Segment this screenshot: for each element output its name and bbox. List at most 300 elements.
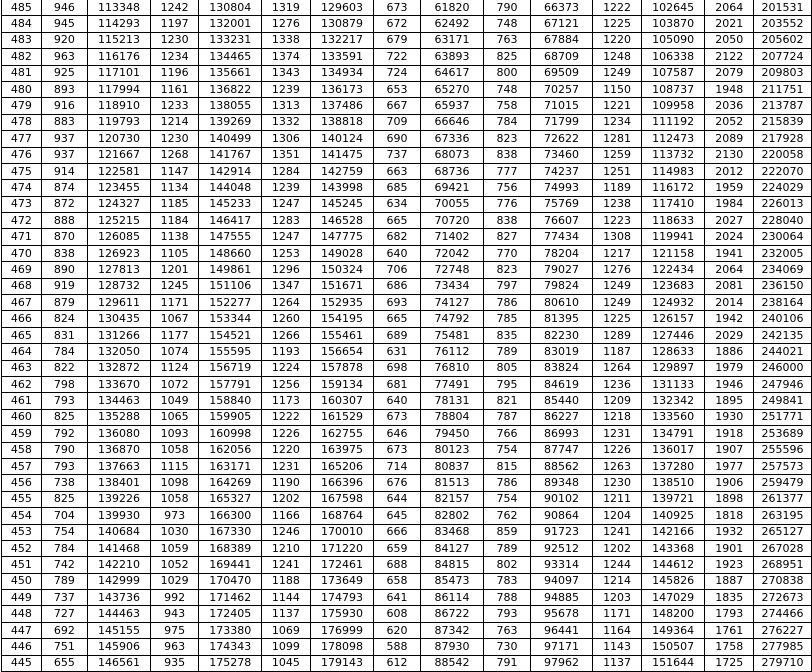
table-cell: 1188 <box>262 573 311 589</box>
table-cell: 920 <box>41 32 88 48</box>
table-cell: 132050 <box>88 344 151 360</box>
table-cell: 1210 <box>262 540 311 556</box>
table-cell: 71015 <box>530 98 592 114</box>
table-cell: 2064 <box>705 0 754 16</box>
table-cell: 84815 <box>420 557 483 573</box>
table-cell: 1887 <box>705 573 754 589</box>
table-cell: 937 <box>41 131 88 147</box>
table-cell: 86722 <box>420 606 483 622</box>
row-score-cell: 483 <box>2 32 42 48</box>
table-cell: 2021 <box>705 16 754 32</box>
table-cell: 80610 <box>530 295 592 311</box>
row-score-cell: 475 <box>2 163 42 179</box>
table-cell: 727 <box>41 606 88 622</box>
table-cell: 644 <box>374 491 421 507</box>
table-cell: 824 <box>41 311 88 327</box>
table-cell: 134934 <box>310 65 374 81</box>
table-cell: 640 <box>374 245 421 261</box>
table-row <box>2 327 812 343</box>
table-cell: 140684 <box>88 524 151 540</box>
table-cell: 84619 <box>530 376 592 392</box>
table-cell: 748 <box>484 81 531 97</box>
table-cell: 152277 <box>199 295 262 311</box>
table-cell: 140499 <box>199 131 262 147</box>
table-cell: 1984 <box>705 196 754 212</box>
table-cell: 172405 <box>199 606 262 622</box>
row-score-cell: 455 <box>2 491 42 507</box>
table-cell: 224029 <box>754 180 812 196</box>
table-row <box>2 376 812 392</box>
table-cell: 1223 <box>593 213 642 229</box>
table-cell: 109958 <box>641 98 705 114</box>
table-cell: 83824 <box>530 360 592 376</box>
table-cell: 776 <box>484 196 531 212</box>
table-cell: 1221 <box>593 98 642 114</box>
table-cell: 65270 <box>420 81 483 97</box>
table-cell: 163975 <box>310 442 374 458</box>
table-cell: 1895 <box>705 393 754 409</box>
table-cell: 123683 <box>641 278 705 294</box>
table-row <box>2 49 812 65</box>
table-cell: 935 <box>150 655 199 671</box>
table-cell: 160998 <box>199 426 262 442</box>
table-cell: 126085 <box>88 229 151 245</box>
table-cell: 1260 <box>262 311 311 327</box>
table-cell: 663 <box>374 163 421 179</box>
table-cell: 92512 <box>530 540 592 556</box>
table-cell: 730 <box>484 639 531 655</box>
table-cell: 1263 <box>593 458 642 474</box>
table-cell: 1932 <box>705 524 754 540</box>
table-cell: 114293 <box>88 16 151 32</box>
row-score-cell: 468 <box>2 278 42 294</box>
table-cell: 690 <box>374 131 421 147</box>
table-cell: 153344 <box>199 311 262 327</box>
table-cell: 72748 <box>420 262 483 278</box>
table-cell: 2036 <box>705 98 754 114</box>
row-score-cell: 469 <box>2 262 42 278</box>
table-cell: 1886 <box>705 344 754 360</box>
row-score-cell: 480 <box>2 81 42 97</box>
table-cell: 141767 <box>199 147 262 163</box>
table-cell: 247946 <box>754 376 812 392</box>
table-cell: 1758 <box>705 639 754 655</box>
table-cell: 168389 <box>199 540 262 556</box>
table-cell: 86114 <box>420 590 483 606</box>
table-cell: 653 <box>374 81 421 97</box>
table-cell: 133591 <box>310 49 374 65</box>
row-score-cell: 454 <box>2 508 42 524</box>
table-cell: 1946 <box>705 376 754 392</box>
table-cell: 146528 <box>310 213 374 229</box>
table-cell: 789 <box>41 573 88 589</box>
table-cell: 74993 <box>530 180 592 196</box>
table-cell: 646 <box>374 426 421 442</box>
row-score-cell: 452 <box>2 540 42 556</box>
table-cell: 1249 <box>593 295 642 311</box>
table-cell: 97171 <box>530 639 592 655</box>
row-score-cell: 482 <box>2 49 42 65</box>
table-cell: 1138 <box>150 229 199 245</box>
table-cell: 132001 <box>199 16 262 32</box>
table-cell: 1266 <box>262 327 311 343</box>
table-cell: 784 <box>41 344 88 360</box>
table-cell: 1115 <box>150 458 199 474</box>
table-cell: 136173 <box>310 81 374 97</box>
row-score-cell: 485 <box>2 0 42 16</box>
table-cell: 754 <box>484 442 531 458</box>
table-cell: 685 <box>374 180 421 196</box>
table-cell: 119941 <box>641 229 705 245</box>
table-cell: 608 <box>374 606 421 622</box>
table-cell: 1977 <box>705 458 754 474</box>
table-cell: 69421 <box>420 180 483 196</box>
table-cell: 1059 <box>150 540 199 556</box>
table-cell: 714 <box>374 458 421 474</box>
table-cell: 1093 <box>150 426 199 442</box>
table-cell: 1253 <box>262 245 311 261</box>
table-cell: 1343 <box>262 65 311 81</box>
table-cell: 1959 <box>705 180 754 196</box>
table-cell: 230064 <box>754 229 812 245</box>
table-cell: 76607 <box>530 213 592 229</box>
table-cell: 645 <box>374 508 421 524</box>
table-cell: 150507 <box>641 639 705 655</box>
table-cell: 1058 <box>150 491 199 507</box>
table-cell: 171220 <box>310 540 374 556</box>
table-cell: 1276 <box>593 262 642 278</box>
table-row <box>2 278 812 294</box>
table-cell: 2089 <box>705 131 754 147</box>
table-cell: 1224 <box>262 360 311 376</box>
table-cell: 165327 <box>199 491 262 507</box>
table-cell: 76810 <box>420 360 483 376</box>
table-cell: 823 <box>484 131 531 147</box>
table-cell: 174793 <box>310 590 374 606</box>
row-score-cell: 461 <box>2 393 42 409</box>
table-cell: 1150 <box>593 81 642 97</box>
table-cell: 1161 <box>150 81 199 97</box>
table-cell: 201531 <box>754 0 812 16</box>
table-cell: 2029 <box>705 327 754 343</box>
row-score-cell: 474 <box>2 180 42 196</box>
table-cell: 797 <box>484 278 531 294</box>
table-cell: 1332 <box>262 114 311 130</box>
table-cell: 1137 <box>593 655 642 671</box>
table-row <box>2 639 812 655</box>
row-score-cell: 473 <box>2 196 42 212</box>
table-row <box>2 98 812 114</box>
table-cell: 74792 <box>420 311 483 327</box>
table-cell: 789 <box>484 344 531 360</box>
table-cell: 1166 <box>262 508 311 524</box>
table-cell: 1276 <box>262 16 311 32</box>
table-cell: 1058 <box>150 442 199 458</box>
table-row <box>2 655 812 671</box>
table-cell: 784 <box>41 540 88 556</box>
table-cell: 67121 <box>530 16 592 32</box>
table-cell: 673 <box>374 442 421 458</box>
table-cell: 173649 <box>310 573 374 589</box>
table-cell: 215839 <box>754 114 812 130</box>
table-cell: 94885 <box>530 590 592 606</box>
table-cell: 74237 <box>530 163 592 179</box>
table-cell: 126157 <box>641 311 705 327</box>
table-cell: 67884 <box>530 32 592 48</box>
table-cell: 144463 <box>88 606 151 622</box>
table-cell: 1147 <box>150 163 199 179</box>
table-cell: 69509 <box>530 65 592 81</box>
table-cell: 1203 <box>593 590 642 606</box>
table-cell: 86227 <box>530 409 592 425</box>
table-cell: 145233 <box>199 196 262 212</box>
table-cell: 793 <box>41 458 88 474</box>
table-cell: 786 <box>484 475 531 491</box>
table-cell: 1256 <box>262 376 311 392</box>
table-cell: 136080 <box>88 426 151 442</box>
table-cell: 93314 <box>530 557 592 573</box>
row-score-cell: 446 <box>2 639 42 655</box>
table-cell: 709 <box>374 114 421 130</box>
table-cell: 612 <box>374 655 421 671</box>
table-cell: 272673 <box>754 590 812 606</box>
row-score-cell: 478 <box>2 114 42 130</box>
table-cell: 1901 <box>705 540 754 556</box>
table-cell: 914 <box>41 163 88 179</box>
table-cell: 207724 <box>754 49 812 65</box>
table-row <box>2 508 812 524</box>
table-cell: 135288 <box>88 409 151 425</box>
table-cell: 159905 <box>199 409 262 425</box>
table-cell: 143368 <box>641 540 705 556</box>
table-cell: 146417 <box>199 213 262 229</box>
table-cell: 140124 <box>310 131 374 147</box>
table-cell: 692 <box>41 622 88 638</box>
table-cell: 151644 <box>641 655 705 671</box>
table-cell: 170010 <box>310 524 374 540</box>
table-cell: 1906 <box>705 475 754 491</box>
table-cell: 108737 <box>641 81 705 97</box>
table-cell: 1898 <box>705 491 754 507</box>
table-cell: 279710 <box>754 655 812 671</box>
table-cell: 62492 <box>420 16 483 32</box>
table-cell: 70720 <box>420 213 483 229</box>
table-cell: 888 <box>41 213 88 229</box>
table-cell: 79027 <box>530 262 592 278</box>
table-cell: 126923 <box>88 245 151 261</box>
table-cell: 763 <box>484 32 531 48</box>
table-cell: 2122 <box>705 49 754 65</box>
table-cell: 1226 <box>593 442 642 458</box>
table-cell: 822 <box>41 360 88 376</box>
table-cell: 872 <box>41 196 88 212</box>
table-cell: 1246 <box>262 524 311 540</box>
table-cell: 658 <box>374 573 421 589</box>
table-cell: 123455 <box>88 180 151 196</box>
table-cell: 161529 <box>310 409 374 425</box>
table-cell: 1173 <box>262 393 311 409</box>
table-cell: 666 <box>374 524 421 540</box>
table-cell: 142999 <box>88 573 151 589</box>
table-cell: 147555 <box>199 229 262 245</box>
table-cell: 1214 <box>593 573 642 589</box>
table-cell: 70257 <box>530 81 592 97</box>
row-score-cell: 451 <box>2 557 42 573</box>
table-cell: 1918 <box>705 426 754 442</box>
table-cell: 141468 <box>88 540 151 556</box>
table-cell: 90864 <box>530 508 592 524</box>
table-cell: 114983 <box>641 163 705 179</box>
table-cell: 142914 <box>199 163 262 179</box>
table-cell: 77491 <box>420 376 483 392</box>
table-cell: 242135 <box>754 327 812 343</box>
table-cell: 145245 <box>310 196 374 212</box>
table-cell: 149028 <box>310 245 374 261</box>
table-row <box>2 32 812 48</box>
table-cell: 75481 <box>420 327 483 343</box>
table-cell: 937 <box>41 147 88 163</box>
table-cell: 973 <box>150 508 199 524</box>
table-cell: 263195 <box>754 508 812 524</box>
table-row <box>2 65 812 81</box>
table-cell: 131266 <box>88 327 151 343</box>
table-row <box>2 16 812 32</box>
table-cell: 916 <box>41 98 88 114</box>
table-cell: 1222 <box>593 0 642 16</box>
table-cell: 1374 <box>262 49 311 65</box>
table-cell: 704 <box>41 508 88 524</box>
table-row <box>2 213 812 229</box>
table-cell: 149364 <box>641 622 705 638</box>
table-cell: 83019 <box>530 344 592 360</box>
table-cell: 798 <box>41 376 88 392</box>
table-cell: 270838 <box>754 573 812 589</box>
table-cell: 1249 <box>593 65 642 81</box>
row-score-cell: 472 <box>2 213 42 229</box>
table-cell: 170470 <box>199 573 262 589</box>
table-cell: 825 <box>41 409 88 425</box>
table-cell: 78204 <box>530 245 592 261</box>
table-cell: 168764 <box>310 508 374 524</box>
table-cell: 156654 <box>310 344 374 360</box>
table-cell: 124327 <box>88 196 151 212</box>
table-cell: 788 <box>484 590 531 606</box>
table-cell: 1193 <box>262 344 311 360</box>
table-cell: 1184 <box>150 213 199 229</box>
table-cell: 742 <box>41 557 88 573</box>
table-cell: 138818 <box>310 114 374 130</box>
table-cell: 698 <box>374 360 421 376</box>
table-cell: 786 <box>484 295 531 311</box>
table-cell: 154521 <box>199 327 262 343</box>
table-cell: 748 <box>484 16 531 32</box>
table-cell: 205602 <box>754 32 812 48</box>
table-cell: 2079 <box>705 65 754 81</box>
table-cell: 1281 <box>593 131 642 147</box>
table-cell: 129603 <box>310 0 374 16</box>
table-cell: 73460 <box>530 147 592 163</box>
table-row <box>2 295 812 311</box>
table-cell: 2130 <box>705 147 754 163</box>
table-cell: 785 <box>484 311 531 327</box>
row-score-cell: 459 <box>2 426 42 442</box>
table-cell: 754 <box>41 524 88 540</box>
table-cell: 1211 <box>593 491 642 507</box>
table-cell: 65937 <box>420 98 483 114</box>
table-cell: 222070 <box>754 163 812 179</box>
row-score-cell: 465 <box>2 327 42 343</box>
table-cell: 673 <box>374 0 421 16</box>
table-cell: 1283 <box>262 213 311 229</box>
table-cell: 63893 <box>420 49 483 65</box>
table-cell: 116176 <box>88 49 151 65</box>
table-cell: 2024 <box>705 229 754 245</box>
table-row <box>2 557 812 573</box>
table-cell: 919 <box>41 278 88 294</box>
table-cell: 257573 <box>754 458 812 474</box>
table-row <box>2 540 812 556</box>
table-cell: 121667 <box>88 147 151 163</box>
table-row <box>2 245 812 261</box>
score-distribution-table <box>1 0 812 672</box>
table-cell: 874 <box>41 180 88 196</box>
table-cell: 777 <box>484 163 531 179</box>
table-cell: 821 <box>484 393 531 409</box>
table-cell: 1202 <box>593 540 642 556</box>
table-cell: 1220 <box>262 442 311 458</box>
table-cell: 130435 <box>88 311 151 327</box>
table-cell: 1264 <box>262 295 311 311</box>
table-cell: 162056 <box>199 442 262 458</box>
table-cell: 975 <box>150 622 199 638</box>
table-cell: 815 <box>484 458 531 474</box>
table-cell: 213787 <box>754 98 812 114</box>
table-cell: 1245 <box>150 278 199 294</box>
table-cell: 78131 <box>420 393 483 409</box>
table-cell: 1187 <box>593 344 642 360</box>
table-cell: 1247 <box>262 229 311 245</box>
table-cell: 203552 <box>754 16 812 32</box>
table-cell: 116172 <box>641 180 705 196</box>
table-cell: 893 <box>41 81 88 97</box>
row-score-cell: 462 <box>2 376 42 392</box>
table-cell: 84127 <box>420 540 483 556</box>
table-row <box>2 606 812 622</box>
table-cell: 82802 <box>420 508 483 524</box>
row-score-cell: 453 <box>2 524 42 540</box>
table-cell: 1268 <box>150 147 199 163</box>
table-cell: 152935 <box>310 295 374 311</box>
table-cell: 139721 <box>641 491 705 507</box>
table-cell: 117101 <box>88 65 151 81</box>
table-cell: 167330 <box>199 524 262 540</box>
table-row <box>2 131 812 147</box>
table-cell: 234069 <box>754 262 812 278</box>
table-cell: 1226 <box>262 426 311 442</box>
table-cell: 1202 <box>262 491 311 507</box>
table-cell: 71402 <box>420 229 483 245</box>
table-cell: 1098 <box>150 475 199 491</box>
table-cell: 1220 <box>593 32 642 48</box>
table-cell: 681 <box>374 376 421 392</box>
row-score-cell: 470 <box>2 245 42 261</box>
table-cell: 1230 <box>150 131 199 147</box>
table-cell: 1347 <box>262 278 311 294</box>
table-cell: 1124 <box>150 360 199 376</box>
table-row <box>2 590 812 606</box>
table-cell: 82230 <box>530 327 592 343</box>
table-cell: 792 <box>41 426 88 442</box>
